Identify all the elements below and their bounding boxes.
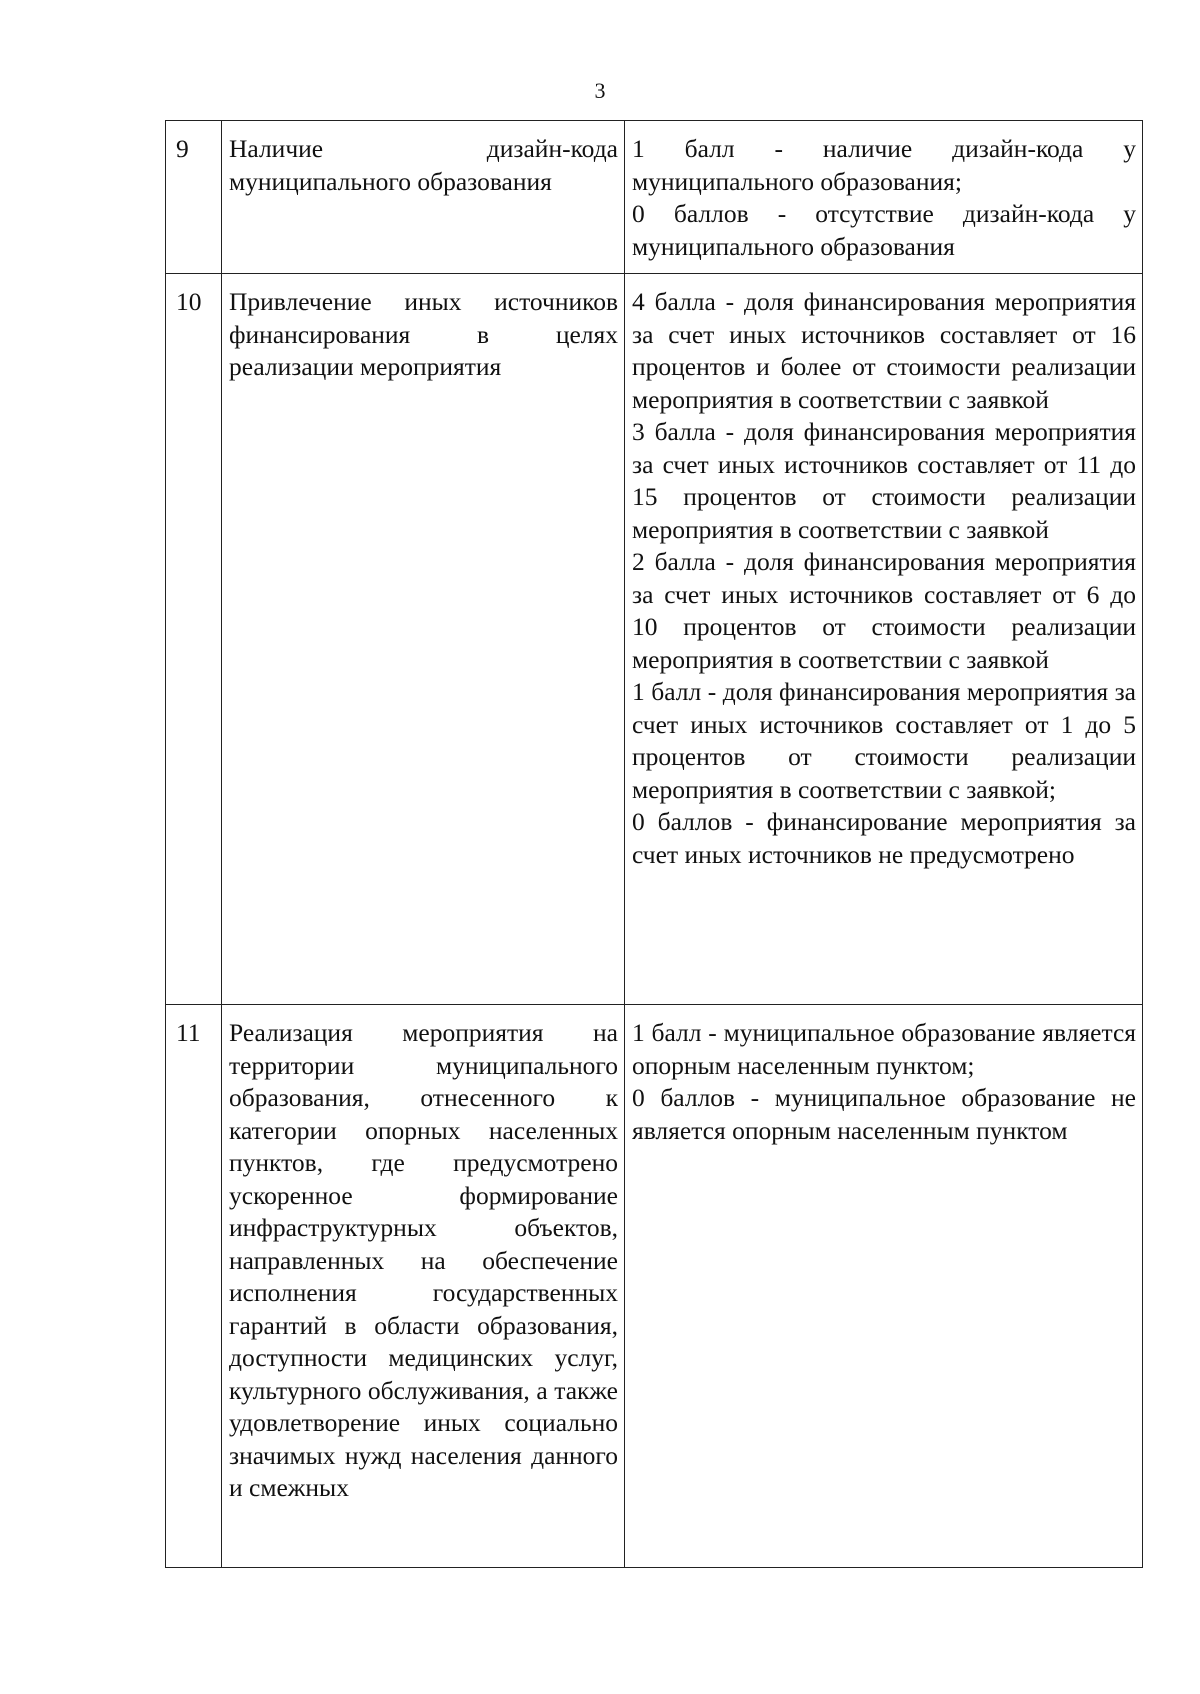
score-cell: [625, 121, 1143, 274]
row-number: 9: [166, 121, 222, 274]
score-cell: [625, 274, 1143, 1005]
score-option: 0 баллов - финансирование мероприятия за счет иных источников не предусмотрено: [632, 807, 1136, 869]
page-number: 3: [594, 78, 606, 103]
score-option: 1 балл - доля финансирования мероприятия за счет иных источников составляет от 1 до 5 процентов от стоимости реализации мероприятия в соответствии с заявкой;: [632, 677, 1136, 804]
table-row-9: [166, 121, 1143, 274]
criteria-table: [165, 120, 1143, 1568]
score-option: 1 балл - наличие дизайн-кода у муниципального образования;: [632, 134, 1136, 196]
score-option: 2 балла - доля финансирования мероприятия за счет иных источников составляет от 6 до 10 процентов от стоимости реализации мероприятия в соответствии с заявкой: [632, 547, 1136, 674]
score-cell: [625, 1005, 1143, 1568]
score-option: 0 баллов - отсутствие дизайн-кода у муниципального образования: [632, 199, 1136, 261]
criterion-name: Привлечение иных источников финансирования в целях реализации мероприятия: [222, 274, 625, 1005]
table-row-11: [166, 1005, 1143, 1568]
criterion-name: Наличие дизайн-кода муниципального образования: [222, 121, 625, 274]
row-number: 11: [166, 1005, 222, 1568]
score-option: 4 балла - доля финансирования мероприятия за счет иных источников составляет от 16 процентов и более от стоимости реализации мероприятия в соответствии с заявкой: [632, 287, 1136, 414]
score-option: 0 баллов - муниципальное образование не является опорным населенным пунктом: [632, 1083, 1136, 1145]
score-option: 3 балла - доля финансирования мероприятия за счет иных источников составляет от 11 до 15 процентов от стоимости реализации мероприятия в соответствии с заявкой: [632, 417, 1136, 544]
table-row-10: [166, 274, 1143, 1005]
row-number: 10: [166, 274, 222, 1005]
score-option: 1 балл - муниципальное образование является опорным населенным пунктом;: [632, 1018, 1136, 1080]
criterion-name: Реализация мероприятия на территории муниципального образования, отнесенного к категории опорных населенных пунктов, где предусмотрено ускоренное формирование инфраструктурных объектов, направленных на обеспечение исполнения государственных гарантий в области образования, доступности медицинских услуг, культурного обслуживания, а также удовлетворение иных социально значимых нужд населения данного и смежных: [222, 1005, 625, 1568]
